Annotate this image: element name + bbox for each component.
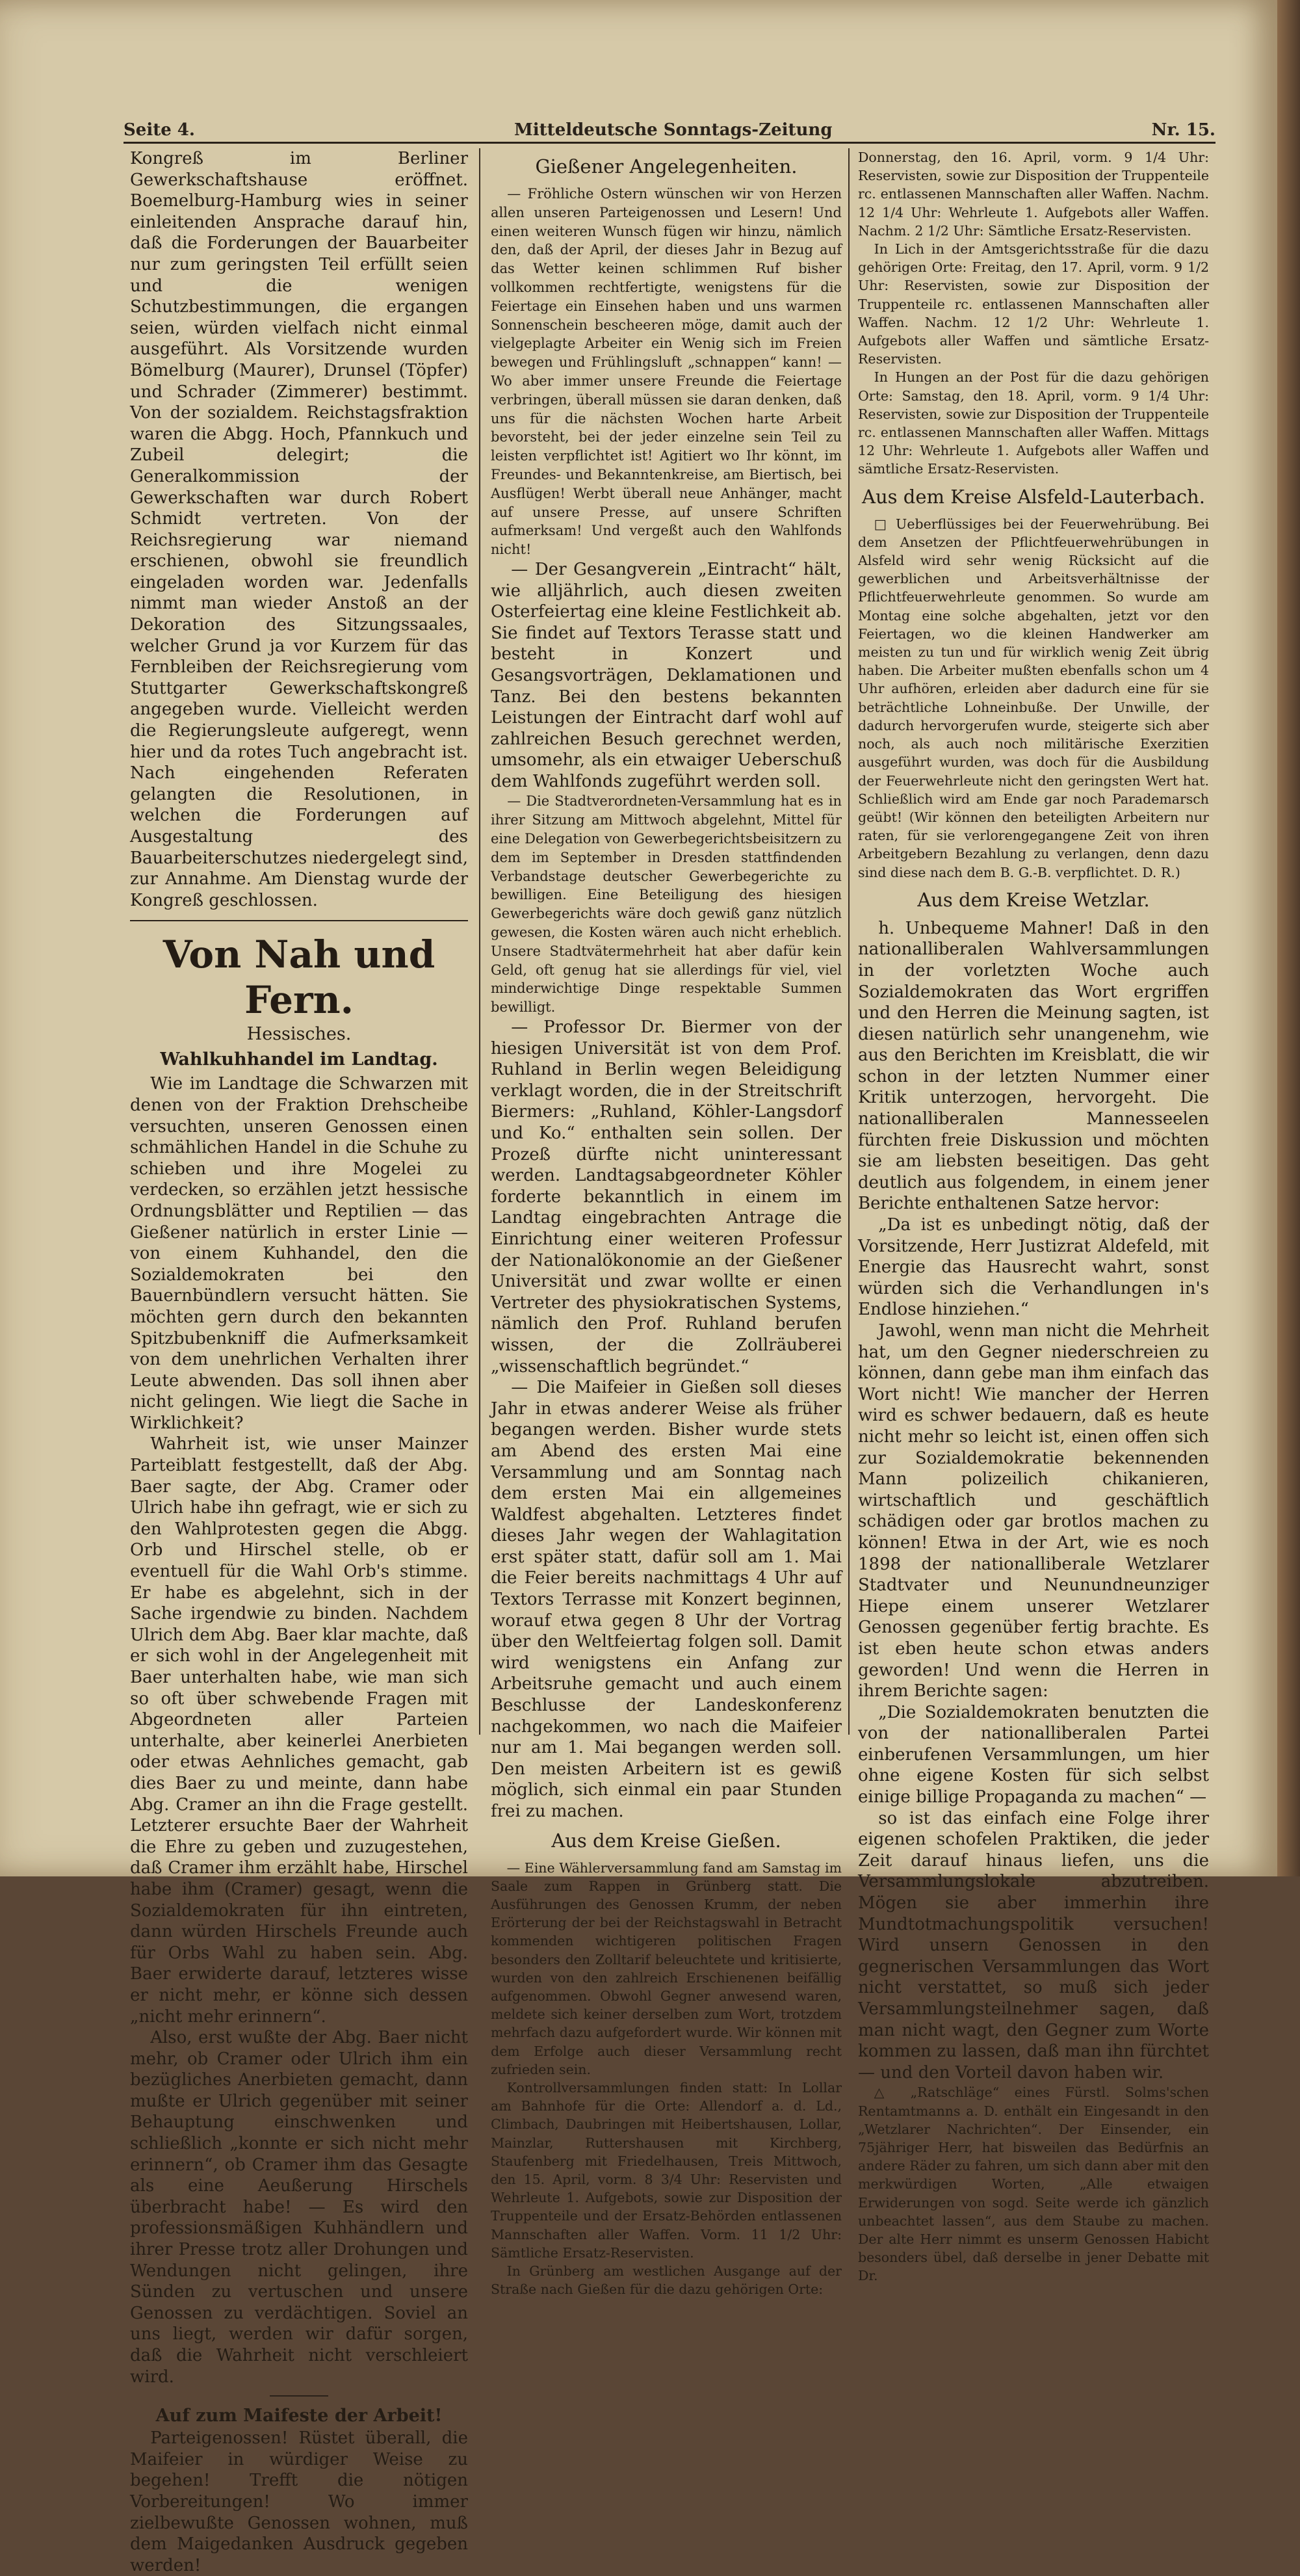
- column-3: [858, 148, 1209, 2284]
- region-title-alsfeld: Aus dem Kreise Alsfeld-Lauterbach.: [862, 485, 1205, 508]
- section-rule: [130, 920, 468, 921]
- news-item: Jawohl, wenn man nicht die Mehrheit hat, um den Gegner niederschreien zu können, dann gebe man ihm einfach das Wort nicht! Wie mancher der Herren wird es schwer bedauern, daß es heute nicht mehr so leicht ist, einen offen sich zur Sozialdemokratie bekennenden Mann polizeilich chikanieren, wirtschaftlich und geschäftlich schädigen oder gar brotlos machen zu können! Etwa in der Art, wie es noch 1898 der nationalliberale Wetzlarer Stadtvater und Neunundneunziger Hiepe einem unserer Wetzlarer Genossen gegenüber fertig brachte. Es ist eben heute schon etwas anders geworden! Und wenn die Herren in ihrem Berichte sagen:: [858, 1321, 1209, 1702]
- issue-number: Nr. 15.: [1151, 120, 1216, 140]
- appeal-text: Parteigenossen! Rüstet überall, die Maifeier in würdiger Weise zu begehen! Trefft die nötigen Vorbereitungen! Wo immer zielbewußte Genossen wohnen, muß dem Maigedanken Ausdruck gegeben werden!: [130, 2428, 468, 2575]
- news-item: h. Unbequeme Mahner! Daß in den nationalliberalen Wahlversammlungen in der vorletzten Woche auch Sozialdemokraten das Wort ergriffen und den Herren die Meinung sagten, ist diesen natürlich sehr unangenehm, wie aus den Berichten im Kreisblatt, die wir schon in der letzten Nummer einer Kritik unterzogen, hervorgeht. Die nationalliberalen Mannesseelen fürchten freie Diskussion und möchten sie am liebsten beseitigen. Das geht deutlich aus folgendem, in einem jener Berichte enthaltenen Satze hervor:: [858, 918, 1209, 1214]
- news-item: so ist das einfach eine Folge ihrer eigenen schofelen Praktiken, die jeder Zeit darauf hinaus liefen, uns die Versammlungslokale abzutreiben. Mögen sie aber immerhin ihre Mundtotmachungspolitik versuchen! Wird unsern Genossen in den gegnerischen Versammlungen das Wort nicht verstattet, so muß sich jeder Versammlungsteilnehmer sagen, daß man nicht wagt, den Gegner zum Worte kommen zu lassen, daß man ihn fürchtet — und den Vorteil davon haben wir.: [858, 1808, 1209, 2083]
- news-item: △ „Ratschläge“ eines Fürstl. Solms'schen Rentamtmanns a. D. enthält ein Eingesandt in den „Wetzlarer Nachrichten“. Der Einsender, ein 75jähriger Herr, hat bisweilen das Bedürfnis an andere Räder zu fahren, um sich dann aber mit den merkwürdigen Worten, „Alle etwaigen Erwiderungen von sogd. Seite werde ich gänzlich unbeachtet lassen“, aus dem Staube zu machen. Der alte Herr nimmt es unserm Genossen Habicht besonders übel, daß derselbe in jener Debatte mit Dr.: [858, 2084, 1209, 2284]
- news-item: — Der Gesangverein „Eintracht“ hält, wie alljährlich, auch diesen zweiten Osterfeiertag eine kleine Festlichkeit ab. Sie findet auf Textors Terasse statt und besteht in Konzert und Gesangsvorträgen, Deklamationen und Tanz. Bei den bestens bekannten Leistungen der Eintracht darf wohl auf zahlreichen Besuch gerechnet werden, umsomehr, als ein etwaiger Ueberschuß dem Wahlfonds zugeführt werden soll.: [491, 559, 842, 791]
- control-assembly-notice: Kontrollversammlungen finden statt: In Lollar am Bahnhofe für die Orte: Allendorf a. d. Ld., Climbach, Daubringen mit Heibertshausen, Lollar, Mainzlar, Ruttershausen mit Kirchberg, Staufenberg mit Friedelhausen, Treis Mittwoch, den 15. April, vorm. 8 3/4 Uhr: Reservisten und Wehrleute 1. Aufgebots, sowie zur Disposition der Truppenteile und der Ersatz-Behörden entlassenen Mannschaften aller Waffen. Vorm. 11 1/2 Uhr: Sämtliche Ersatz-Reservisten.: [491, 2080, 842, 2261]
- newspaper-name: Mitteldeutsche Sonntags-Zeitung: [514, 120, 833, 140]
- news-item: — Eine Wählerversammlung fand am Samstag im Saale zum Rappen in Grünberg statt. Die Ausführungen des Genossen Krumm, der neben Erörterung der bei der Reichstagswahl in Betracht kommenden wichtigeren politischen Fragen besonders den Zolltarif beleuchtete und kritisierte, wurden von den zahlreich Erschienenen beifällig aufgenommen. Obwohl Gegner anwesend waren, meldete sich keiner derselben zum Wort, trotzdem mehrfach dazu aufgefordert wurde. Wir können mit dem Erfolge auch dieser Versammlung recht zufrieden sein.: [491, 1860, 842, 2077]
- column-2: [491, 148, 842, 2298]
- article-title: Wahlkuhhandel im Landtag.: [160, 1049, 438, 1070]
- page-header: [124, 114, 1216, 140]
- book-binding: [1277, 0, 1300, 1876]
- column-1: [130, 148, 468, 2575]
- region-title-giessen: Aus dem Kreise Gießen.: [551, 1829, 781, 1852]
- news-item: — Professor Dr. Biermer von der hiesigen Universität ist von dem Prof. Ruhland in Berlin wegen Beleidigung verklagt worden, die in der Streitschrift Biermers: „Ruhland, Köhler-Langsdorf und Ko.“ enthalten sein sollen. Der Prozeß dürfte nicht uninteressant werden. Landtagsabgeordneter Köhler forderte bekanntlich in einem im Landtag eingebrachten Antrage die Einrichtung einer weiteren Professur der Nationalökonomie an der Gießener Universität und zwar wollte er einen Vertreter des physiokratischen Systems, nämlich den Prof. Ruhland berufen wissen, der die Zollräuberei „wissenschaftlich begründet.“: [491, 1018, 842, 1376]
- header-rule: [124, 142, 1216, 144]
- region-title-wetzlar: Aus dem Kreise Wetzlar.: [917, 888, 1150, 911]
- congress-report: Kongreß im Berliner Gewerkschaftshause eröffnet. Boemelburg-Hamburg wies in seiner einleitenden Ansprache darauf hin, daß die Forderungen der Bauarbeiter nur zum geringsten Teil erfüllt seien und die wenigen Schutzbestimmungen, die ergangen seien, würden vielfach nicht einmal ausgeführt. Als Vorsitzende wurden Bömelburg (Maurer), Drunsel (Töpfer) und Schrader (Zimmerer) bestimmt. Von der sozialdem. Reichstagsfraktion waren die Abgg. Hoch, Pfannkuch und Zubeil delegirt; die Generalkommission der Gewerkschaften war durch Robert Schmidt vertreten. Von der Reichsregierung war niemand erschienen, obwohl sie freundlich eingeladen worden war. Jedenfalls nimmt man wieder Anstoß an der Dekoration des Sitzungssaales, welcher Grund ja vor Kurzem für das Fernbleiben der Reichsregierung vom Stuttgarter Gewerkschaftskongreß angegeben wurde. Vielleicht werden die Regierungsleute aufgeregt, wenn hier und da rotes Tuch angebracht ist. Nach eingehenden Referaten gelangten die Resolutionen, in welchen die Forderungen auf Ausgestaltung des Bauarbeiterschutzes niedergelegt sind, zur Annahme. Am Dienstag wurde der Kongreß geschlossen.: [130, 149, 468, 910]
- news-item: — Die Maifeier in Gießen soll dieses Jahr in etwas anderer Weise als früher begangen werden. Bisher wurde stets am Abend des ersten Mai eine Versammlung und am Sonntag nach dem ersten Mai ein allgemeines Waldfest abgehalten. Letzteres findet dieses Jahr wegen der Wahlagitation erst später statt, dafür soll am 1. Mai die Feier bereits nachmittags 4 Uhr auf Textors Terrasse mit Konzert beginnen, worauf etwa gegen 8 Uhr der Vortrag über den Weltfeiertag folgen soll. Damit wird wenigstens ein Anfang zur Arbeitsruhe gemacht und auch einem Beschlusse der Landeskonferenz nachgekommen, wo nach die Maifeier nur am 1. Mai begangen werden soll. Den meisten Arbeitern ist es gewiß möglich, sich einmal ein paar Stunden frei zu machen.: [491, 1378, 842, 1821]
- column-divider-1: [479, 148, 480, 1735]
- news-item: — Die Stadtverordneten-Versammlung hat es in ihrer Sitzung am Mittwoch abgelehnt, Mittel für eine Delegation von Gewerbegerichtsbeisitzern zu dem im September in Dresden stattfindenden Verbandstage deutscher Gewerbegerichte zu bewilligen. Eine Beteiligung des hiesigen Gewerbegerichts wäre doch gewiß ganz nützlich gewesen, die Kosten wären auch nicht erheblich. Unsere Stadtvätermehrheit hat aber dafür kein Geld, oft genug hat sie allerdings für viel, viel minderwichtige Dinge respektable Summen bewilligt.: [491, 793, 842, 1016]
- column-divider-2: [848, 148, 850, 1735]
- control-assembly-notice: In Hungen an der Post für die dazu gehörigen Orte: Samstag, den 18. April, vorm. 9 1/4 Uhr: Reservisten, sowie zur Disposition der Truppenteile rc. entlassenen Mannschaften aller Waffen. Mittags 12 Uhr: Wehrleute 1. Aufgebots aller Waffen und sämtliche Ersatz-Reservisten.: [858, 369, 1209, 477]
- article-paragraph: Wahrheit ist, wie unser Mainzer Parteiblatt festgestellt, daß der Abg. Baer sagte, der Abg. Cramer oder Ulrich habe ihn gefragt, wie er sich zu den Wahlprotesten gegen die Abgg. Orb und Hirschel stelle, ob er eventuell für die Wahl Orb's stimme. Er habe es abgelehnt, sich in der Sache irgendwie zu binden. Nachdem Ulrich dem Abg. Baer klar machte, daß er sich wohl in der Angelegenheit mit Baer unterhalten habe, wie man sich so oft über schwebende Fragen mit Abgeordneten aller Parteien unterhalte, aber keinerlei Anerbieten oder etwas Aehnliches gemacht, gab dies Baer zu und meinte, dann habe Abg. Cramer an ihn die Frage gestellt. Letzterer ersuchte Baer der Wahrheit die Ehre zu geben und zuzugestehen, daß Cramer ihm erzählt habe, Hirschel habe ihm (Cramer) gesagt, wenn die Sozialdemokraten für ihn eintreten, dann würden Hirschels Freunde auch für Orbs Wahl zu haben sein. Abg. Baer erwiderte darauf, letzteres wisse er nicht mehr, er könne sich dessen „nicht mehr erinnern“.: [130, 1434, 468, 2027]
- appeal-title: Auf zum Maifeste der Arbeit!: [155, 2406, 443, 2426]
- news-item: □ Ueberflüssiges bei der Feuerwehrübung. Bei dem Ansetzen der Pflichtfeuerwehrübungen in Alsfeld wird sehr wenig Rücksicht auf die gewerblichen und Arbeitsverhältnisse der Pflichtfeuerwehrleute genommen. So wurde am Montag eine solche abgehalten, jetzt vor den Feiertagen, wo die kleinen Handwerker am meisten zu tun und für wirklich wenig Zeit übrig haben. Die Arbeiter mußten ebenfalls schon um 4 Uhr aufhören, erleiden aber dadurch eine für sie beträchtliche Lohneinbuße. Der Unwille, der dadurch hervorgerufen wurde, steigerte sich aber noch, als auch noch militärische Exerzitien ausgeführt wurden, was doch für die Ausbildung der Feuerwehrleute nicht den geringsten Wert hat. Schließlich wird am Ende gar noch Parademarsch geübt! (Wir können den beteiligten Arbeitern nur raten, für sie verlorengegangene Zeit von ihren Arbeitgebern Bezahlung zu verlangen, denn dazu sind diese nach dem B. G.-B. verpflichtet. D. R.): [858, 516, 1209, 880]
- page-number: Seite 4.: [124, 120, 195, 140]
- divider: [270, 2395, 328, 2397]
- control-assembly-notice: In Lich in der Amtsgerichtsstraße für die dazu gehörigen Orte: Freitag, den 17. April, vorm. 9 1/2 Uhr: Reservisten, sowie zur Disposition der Truppenteile rc. entlassenen Mannschaften aller Waffen. Nachm. 12 1/2 Uhr: Wehrleute 1. Aufgebots aller Waffen und sämtliche Ersatz-Reservisten.: [858, 241, 1209, 367]
- section-subtitle: Hessisches.: [246, 1024, 352, 1045]
- local-news-title: Gießener Angelegenheiten.: [535, 155, 798, 177]
- section-title: Von Nah und Fern.: [162, 932, 436, 1023]
- news-item: — Fröhliche Ostern wünschen wir von Herzen allen unseren Parteigenossen und Lesern! Und einen weiteren Wunsch fügen wir hinzu, nämlich den, daß der April, der dieses Jahr in Bezug auf das Wetter keinen schlimmen Ruf bisher vollkommen rechtfertigte, wenigstens für die Feiertage ein Einsehen haben und uns warmen Sonnenschein bescheeren möge, damit auch der vielgeplagte Arbeiter ein Wenig sich im Freien bewegen und Frühlingsluft „schnappen“ kann! — Wo aber immer unsere Freunde die Feiertage verbringen, überall müssen sie daran denken, daß uns für die nächsten Wochen harte Arbeit bevorsteht, bei der jeder einzelne sein Teil zu leisten verpflichtet ist! Agitiert wo Ihr könnt, im Freundes- und Bekanntenkreise, am Biertisch, bei Ausflügen! Werbt überall neue Anhänger, macht auf unsere Presse, auf unsere Schriften aufmerksam! Und vergeßt auch den Wahlfonds nicht!: [491, 186, 842, 558]
- article-paragraph: Also, erst wußte der Abg. Baer nicht mehr, ob Cramer oder Ulrich ihm ein bezügliches Anerbieten gemacht, dann mußte er Ulrich gegenüber mit seiner Behauptung einschwenken und schließlich „konnte er sich nicht mehr erinnern“, ob Cramer ihm das Gesagte als eine Aeußerung Hirschels überbracht habe! — Es wird den professionsmäßigen Kuhhändlern und ihrer Presse trotz aller Drohungen und Wendungen nicht gelingen, ihre Sünden zu vertuschen und unsere Genossen zu verdächtigen. Soviel an uns liegt, werden wir dafür sorgen, daß die Wahrheit nicht verschleiert wird.: [130, 2028, 468, 2387]
- quotation: „Die Sozialdemokraten benutzten die von der nationalliberalen Partei einberufenen Versammlungen, um hier ohne eigene Kosten für sich selbst einige billige Propaganda zu machen“ —: [858, 1702, 1209, 1807]
- quotation: „Da ist es unbedingt nötig, daß der Vorsitzende, Herr Justizrat Aldefeld, mit Energie das Hausrecht wahrt, sonst würden sich die Verhandlungen in's Endlose hinziehen.“: [858, 1215, 1209, 1320]
- control-assembly-notice: Donnerstag, den 16. April, vorm. 9 1/4 Uhr: Reservisten, sowie zur Disposition der Truppenteile rc. entlassenen Mannschaften aller Waffen. Nachm. 12 1/4 Uhr: Wehrleute 1. Aufgebots aller Waffen. Nachm. 2 1/2 Uhr: Sämtliche Ersatz-Reservisten.: [858, 150, 1209, 239]
- article-paragraph: Wie im Landtage die Schwarzen mit denen von der Fraktion Drehscheibe versuchten, unseren Genossen einen schmählichen Handel in die Schuhe zu schieben und ihre Mogelei zu verdecken, so erzählen jetzt hessische Ordnungsblätter und Reptilien — das Gießener natürlich in erster Linie — von einem Kuhhandel, den die Sozialdemokraten bei den Bauernbündlern versucht hätten. Sie möchten gern durch den bekannten Spitzbubenkniff die Aufmerksamkeit von dem unehrlichen Verhalten ihrer Leute abwenden. Das soll ihnen aber nicht gelingen. Wie liegt die Sache in Wirklichkeit?: [130, 1074, 468, 1433]
- control-assembly-notice: In Grünberg am westlichen Ausgange auf der Straße nach Gießen für die dazu gehörigen Orte:: [491, 2263, 842, 2298]
